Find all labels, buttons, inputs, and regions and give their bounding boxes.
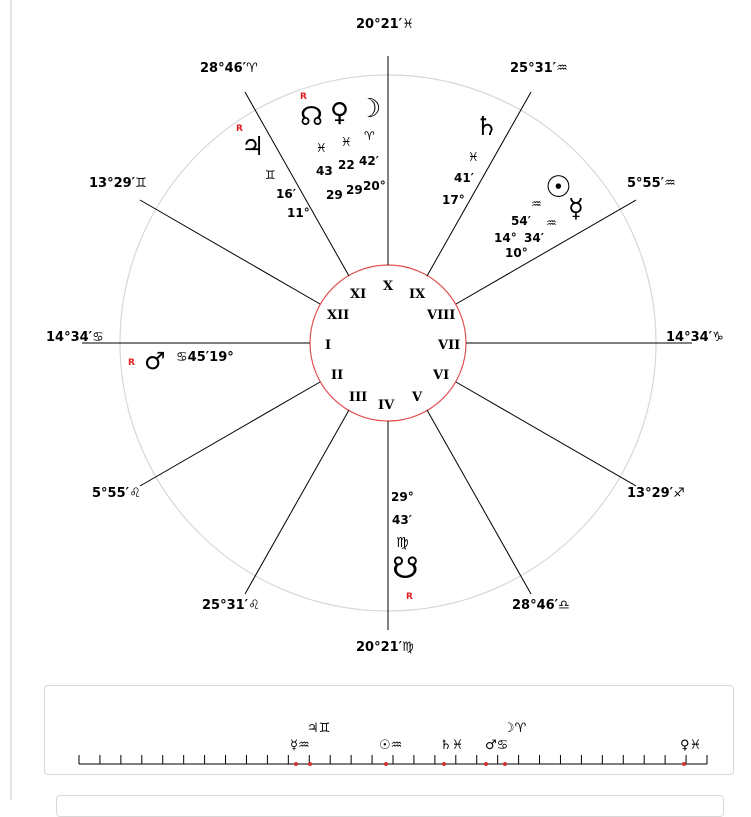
- venus-min: 22: [338, 158, 355, 172]
- cusp-line-iii: [245, 410, 349, 594]
- cusp-label-right: 14°34′♑: [666, 330, 724, 345]
- saturn-deg: 17°: [442, 193, 465, 207]
- cusp-line-v: [427, 410, 531, 594]
- cusp-label-upper-right: 25°31′♒: [510, 61, 568, 76]
- house-num-ix: IX: [409, 287, 426, 302]
- timeline-label-mars: ♂♋: [485, 738, 509, 753]
- sun-sign: ♒: [531, 197, 542, 211]
- south-node-deg: 29°: [391, 490, 414, 504]
- cusp-label-lower-left: 25°31′♌: [202, 598, 260, 613]
- timeline-label-venus: ♀♓: [680, 738, 702, 753]
- jupiter-min: 16′: [276, 187, 296, 201]
- timeline-panel: [44, 685, 734, 775]
- south-node-min: 43′: [392, 513, 412, 527]
- jupiter-icon: ♃: [241, 132, 265, 162]
- timeline-label-jupiter: ♃♊: [307, 721, 331, 736]
- timeline-ruler: [45, 686, 733, 774]
- house-num-xii: XII: [327, 308, 350, 323]
- cusp-label-left-upper: 13°29′♊: [89, 176, 147, 191]
- house-num-x: X: [383, 279, 394, 294]
- cusp-label-top: 20°21′♓: [356, 17, 414, 32]
- moon-deg: 20°: [363, 179, 386, 193]
- mercury-min: 34′: [524, 231, 544, 245]
- cusp-label-left-lower: 5°55′♌: [92, 486, 141, 501]
- north-node-icon: ☊: [300, 102, 324, 132]
- mars-icon: ♂: [144, 347, 166, 375]
- cusp-label-left: 14°34′♋: [46, 330, 104, 345]
- saturn-icon: ♄: [475, 112, 499, 142]
- jupiter-retro-mark: R: [236, 124, 243, 134]
- venus-sign: ♓: [341, 135, 352, 149]
- cusp-label-right-upper: 5°55′♒: [627, 176, 676, 191]
- venus-deg: 29: [346, 183, 363, 197]
- timeline-label-sun: ☉♒: [379, 738, 403, 753]
- house-num-viii: VIII: [427, 308, 456, 323]
- sun-min: 54′: [511, 214, 531, 228]
- timeline-marker: [503, 762, 507, 766]
- cusp-label-upper-left: 28°46′♈: [200, 61, 258, 76]
- sun-icon: ☉: [545, 170, 572, 205]
- mars-retro-mark: R: [128, 358, 135, 368]
- house-num-ii: II: [331, 368, 344, 383]
- timeline-label-saturn: ♄♓: [440, 738, 464, 753]
- house-num-iii: III: [349, 390, 368, 405]
- south-node-icon: ☋: [392, 551, 419, 586]
- house-num-xi: XI: [350, 287, 367, 302]
- house-num-v: V: [412, 390, 423, 405]
- house-num-iv: IV: [378, 398, 395, 413]
- house-num-i: I: [325, 338, 332, 353]
- cusp-label-bottom: 20°21′♍: [356, 640, 414, 655]
- timeline-marker: [484, 762, 488, 766]
- moon-icon: ☽: [358, 94, 382, 124]
- node-sign: ♓: [316, 141, 327, 155]
- timeline-marker: [308, 762, 312, 766]
- timeline-marker: [682, 762, 686, 766]
- cusp-line-vi: [456, 382, 636, 486]
- sun-deg: 14°: [494, 231, 517, 245]
- bottom-panel: [56, 795, 724, 817]
- timeline-label-mercury: ☿♒: [290, 738, 310, 753]
- moon-sign: ♈: [364, 129, 375, 143]
- cusp-label-lower-right: 28°46′♎: [512, 598, 570, 613]
- mercury-sign: ♒: [546, 216, 557, 230]
- saturn-min: 41′: [454, 171, 474, 185]
- house-num-vii: VII: [438, 338, 461, 353]
- timeline-marker: [294, 762, 298, 766]
- south-node-retro-mark: R: [406, 592, 413, 602]
- mercury-icon: ☿: [568, 194, 584, 224]
- venus-icon: ♀: [330, 98, 350, 128]
- jupiter-deg: 11°: [287, 206, 310, 220]
- cusp-label-right-lower: 13°29′♐: [627, 486, 685, 501]
- moon-min: 42′: [359, 154, 379, 168]
- timeline-marker: [442, 762, 446, 766]
- node-retro-mark: R: [300, 92, 307, 102]
- timeline-marker: [384, 762, 388, 766]
- saturn-sign: ♓: [468, 150, 479, 164]
- mars-position: ♋45′19°: [176, 350, 234, 365]
- timeline-label-moon: ☽♈: [503, 721, 527, 736]
- mercury-deg: 10°: [505, 246, 528, 260]
- jupiter-sign: ♊: [265, 168, 276, 182]
- node-deg: 29: [326, 188, 343, 202]
- house-num-vi: VI: [433, 368, 450, 383]
- cusp-line-ii: [140, 382, 320, 486]
- south-node-sign: ♍: [396, 535, 409, 551]
- node-min: 43: [316, 164, 333, 178]
